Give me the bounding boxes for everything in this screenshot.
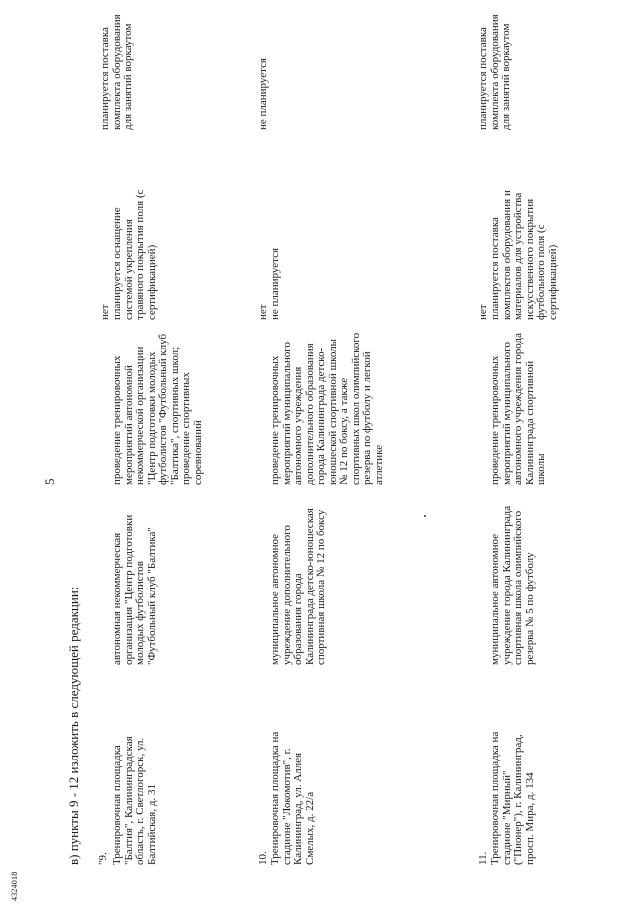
row-9-usage: проведение тренировочных мероприятий автономной некоммерческой организации "Центр подготовки молодых футболистов "Футбольный клуб "Балтика", спортивных школ; проведение спортивных соревнований	[111, 333, 204, 485]
row-11-organization: муниципальное автономное учреждение города Калининграда спортивная школа олимпийского резерва № 5 по футболу	[489, 505, 536, 665]
row-11-number: 11.	[477, 851, 489, 865]
row-9-plan-field: планируется оснащение системой укрепления травяного покрытия поля (с сертификацией)	[111, 189, 158, 320]
row-10-plan-equipment: не планируется	[257, 57, 269, 130]
page-number: 5	[42, 478, 57, 485]
row-9-plan-equipment: планируется поставка комплекта оборудования для занятий воркаутом	[99, 14, 134, 130]
row-10-plan-field: не планируется	[269, 247, 281, 320]
stray-dot	[424, 515, 426, 517]
document-code: 4324018	[10, 871, 19, 901]
row-10-number: 10.	[257, 851, 269, 865]
row-11-usage: проведение тренировочных мероприятий муниципального автономного учреждения города Калининграда спортивной школы	[489, 333, 547, 485]
row-9-level: нет	[99, 304, 111, 320]
row-10-level: нет	[257, 304, 269, 320]
row-9-address: Тренировочная площадка "Балтия", Калининградская область, г. Светлогорск, ул. Балтийская, д. 31	[111, 736, 158, 865]
row-11-level: нет	[477, 304, 489, 320]
row-11-plan-equipment: планируется поставка комплекта оборудования для занятий воркаутом	[477, 14, 512, 130]
amendment-heading: в) пункты 9 - 12 изложить в следующей редакции:	[66, 586, 81, 865]
row-11-address: Тренировочная площадка на стадионе "Мирный" ("Пионер"), г. Калининград, просп. Мира, д. 134	[489, 731, 536, 865]
row-9-number: "9.	[97, 852, 109, 865]
row-10-usage: проведение тренировочных мероприятий муниципального автономного учреждения дополнительного образования города Калининграда детско-юношеской спортивной школы № 12 по боксу, а также спортивных школ олимпийского резерва по футболу и легкой атлетике	[269, 332, 385, 485]
row-10-address: Тренировочная площадка на стадионе "Локомотив", г. Калининград, ул. Аллея Смелых, д. 22/а	[269, 731, 316, 865]
row-11-plan-field: планируется поставка комплектов оборудования и материалов для устройства искусственного покрытия футбольного поля (с сертификацией)	[489, 190, 559, 320]
row-9-organization: автономная некоммерческая организация "Центр подготовки молодых футболистов "Футбольный клуб "Балтика"	[111, 514, 158, 665]
row-10-organization: муниципальное автономное учреждение дополнительного образования города Калининграда детско-юношеская спортивная школа № 12 по боксу	[269, 508, 327, 665]
